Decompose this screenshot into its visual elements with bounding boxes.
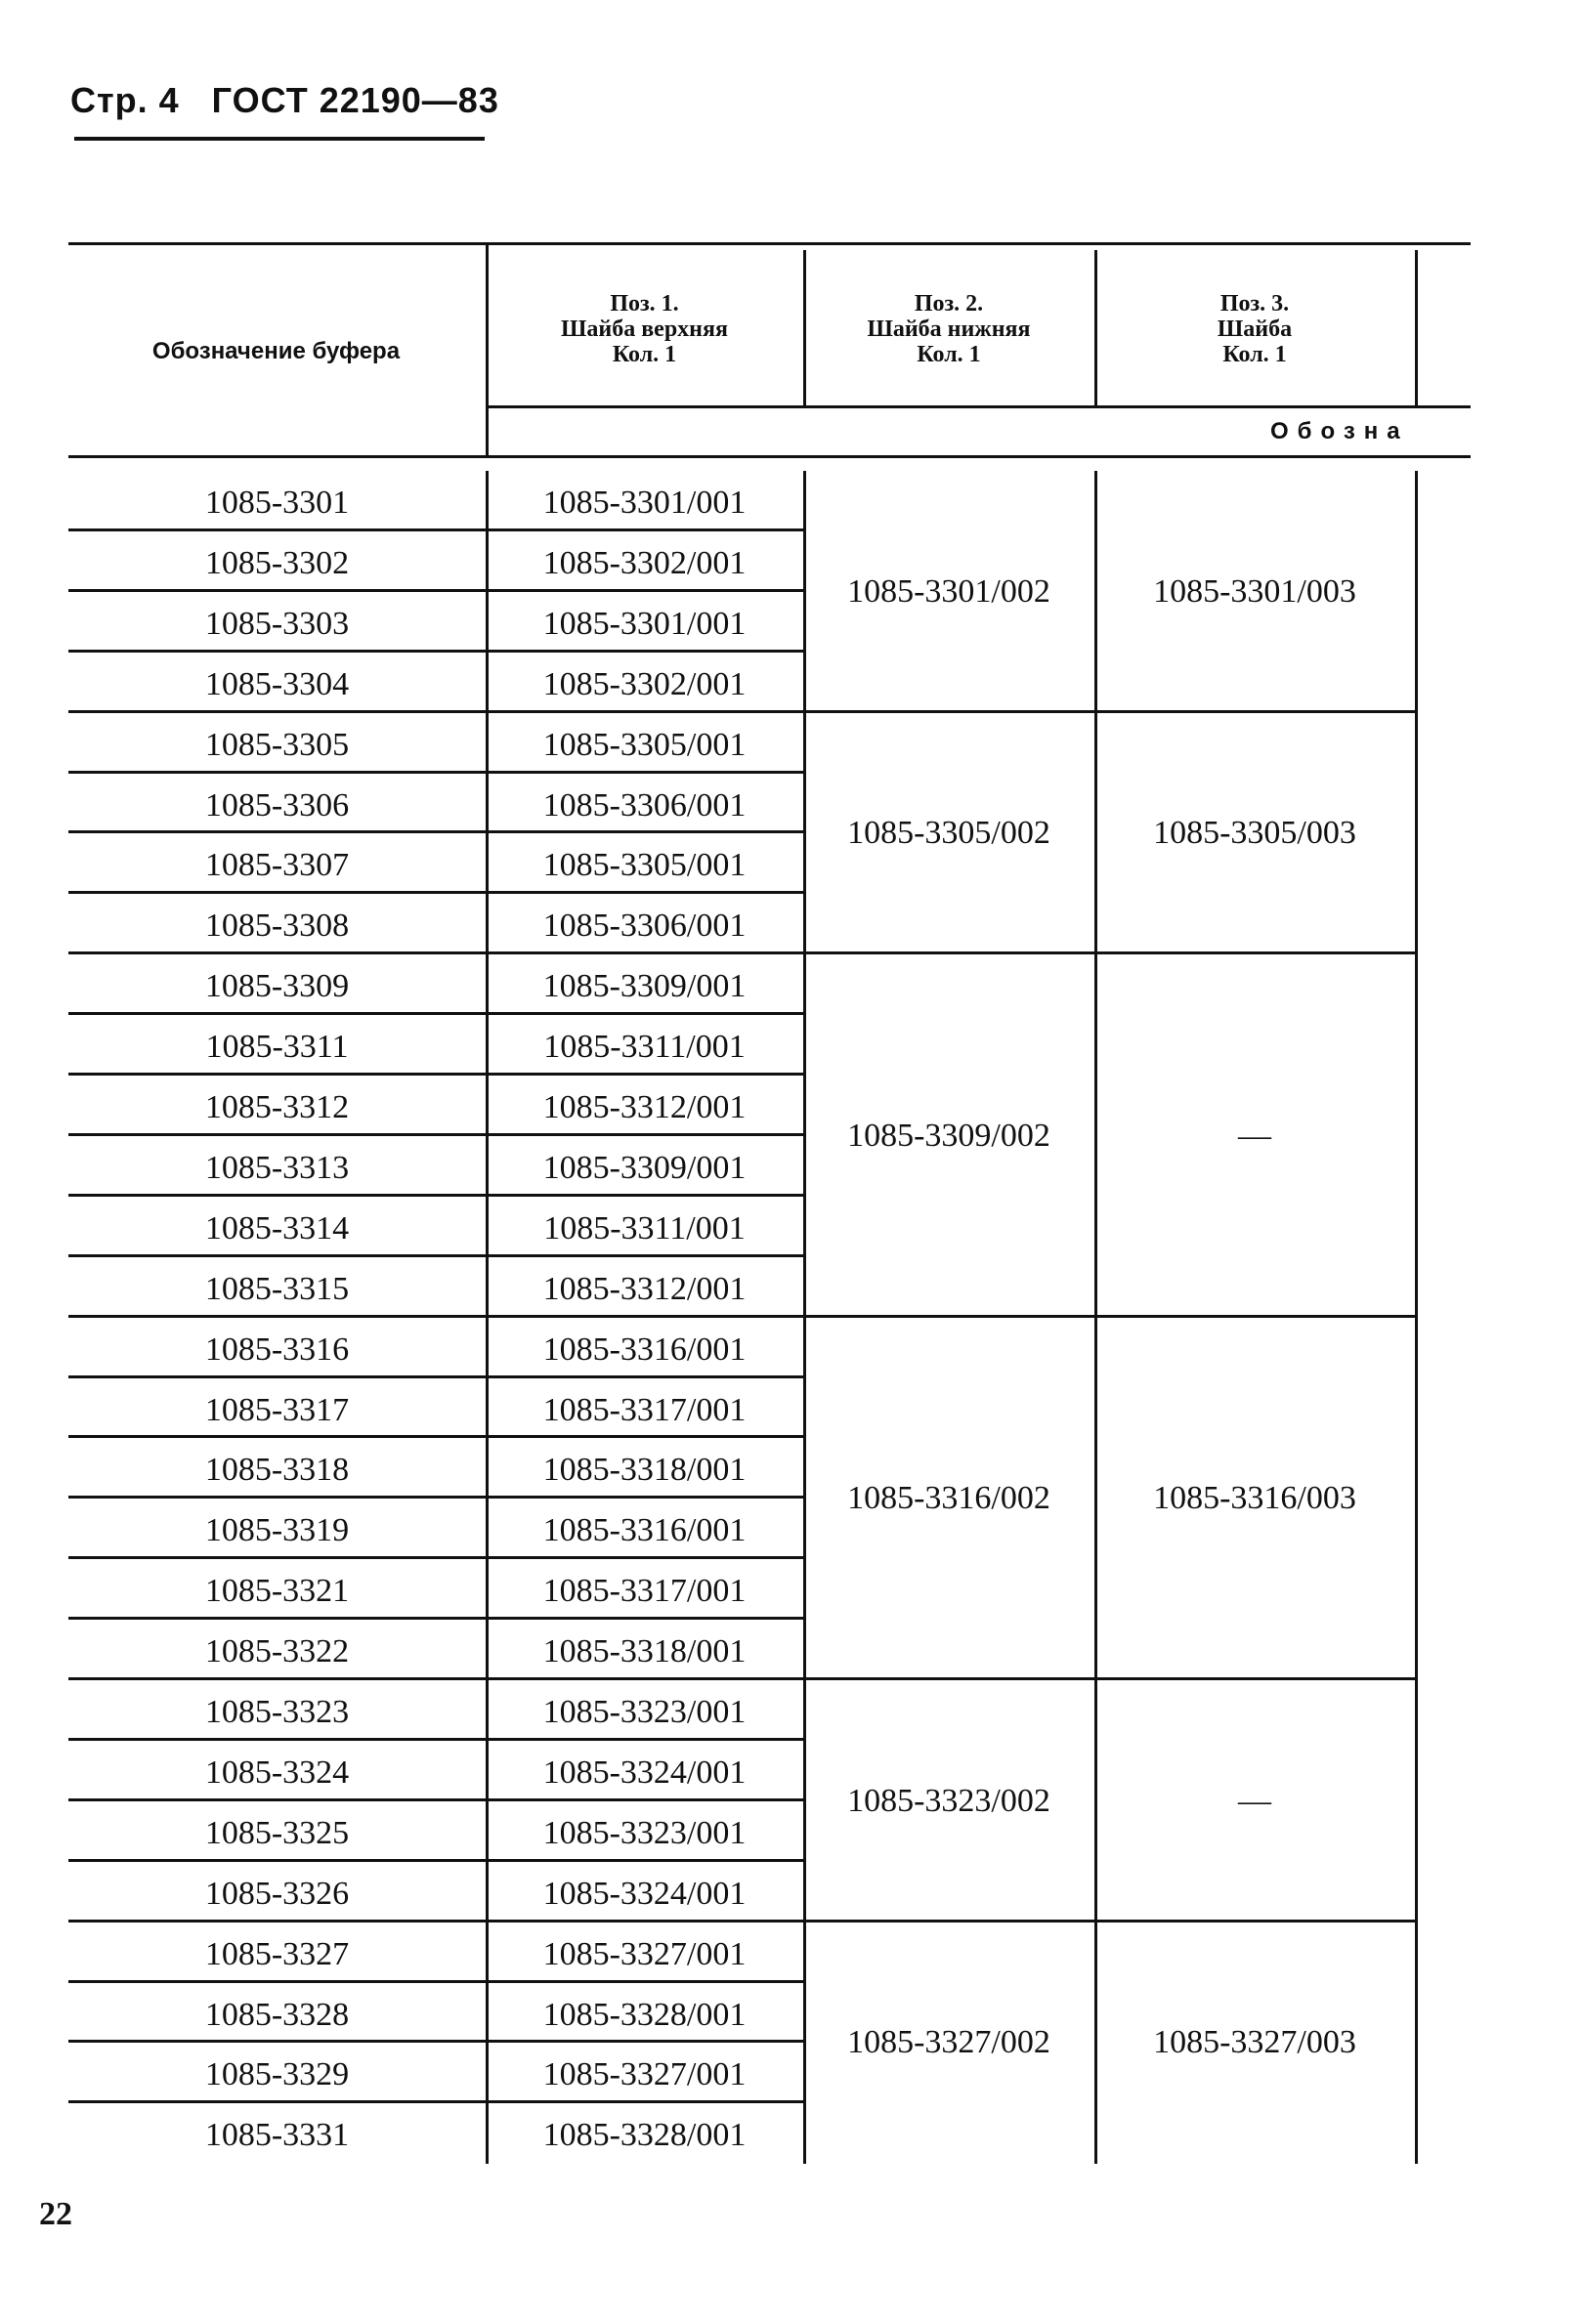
row-rule [68,891,805,894]
lower-washer-designation: 1085-3327/002 [847,2024,1050,2061]
row-rule [68,1496,805,1499]
buffer-designation: 1085-3323 [204,1694,350,1730]
buffer-designation: 1085-3327 [204,1935,350,1972]
upper-washer-designation: 1085-3318/001 [542,1633,747,1670]
column-heading-line: Кол. 1 [917,342,981,367]
lower-washer-designation: 1085-3301/002 [847,572,1050,610]
header-divider [1415,250,1418,405]
row-rule [68,2100,805,2103]
buffer-designation: 1085-3301 [204,485,350,521]
row-rule [68,951,805,954]
upper-washer-designation: 1085-3305/001 [542,726,747,763]
upper-washer-designation: 1085-3327/001 [542,2056,747,2093]
lower-washer-designation: 1085-3305/002 [847,815,1050,852]
upper-washer-designation: 1085-3323/001 [542,1694,747,1730]
column-heading-line: Поз. 1. [610,291,679,317]
standard-number: ГОСТ 22190—83 [211,80,499,120]
buffer-designation: 1085-3322 [204,1633,350,1670]
upper-washer-designation: 1085-3302/001 [542,544,747,581]
row-rule [68,650,805,653]
row-rule [68,1073,805,1076]
row-rule [68,1798,805,1801]
row-rule [68,1375,805,1378]
row-rule [68,1194,805,1197]
row-rule [68,830,805,833]
buffer-designation: 1085-3309 [204,968,350,1005]
header-rule [74,137,485,141]
buffer-designation: 1085-3306 [204,786,350,824]
buffer-designation: 1085-3316 [204,1331,350,1368]
column-heading-line: Шайба нижняя [867,317,1031,342]
upper-washer-designation: 1085-3305/001 [542,847,747,884]
row-rule [68,1012,805,1015]
row-rule [68,1556,805,1559]
buffer-designation: 1085-3312 [204,1089,350,1125]
buffer-designation: 1085-3319 [204,1512,350,1549]
header-split-rule [486,405,1471,408]
buffer-designation: 1085-3315 [204,1270,350,1307]
row-rule [68,1920,805,1923]
upper-washer-designation: 1085-3317/001 [542,1391,747,1428]
column-heading-line: Кол. 1 [1222,342,1287,367]
row-rule [68,1254,805,1257]
lower-washer-designation: 1085-3316/002 [847,1480,1050,1517]
column-heading-line: Шайба верхняя [561,317,728,342]
buffer-designation: 1085-3313 [204,1149,350,1186]
washer-designation: 1085-3327/003 [1153,2024,1356,2061]
table-top-rule [68,242,1471,245]
column-heading-line: Поз. 2. [914,291,984,317]
upper-washer-designation: 1085-3327/001 [542,1935,747,1972]
column-divider [1415,471,1418,2164]
buffer-designation: 1085-3314 [204,1209,350,1247]
column-heading-line: Кол. 1 [612,342,677,367]
row-rule [68,1133,805,1136]
buffer-designation: 1085-3321 [204,1573,350,1610]
page-header [70,80,521,121]
subheader-designation: Обозна [1270,418,1409,444]
upper-washer-designation: 1085-3324/001 [542,1754,747,1791]
row-rule [68,2040,805,2043]
buffer-designation: 1085-3302 [204,544,350,581]
upper-washer-designation: 1085-3328/001 [542,1996,747,2033]
upper-washer-designation: 1085-3311/001 [543,1029,746,1066]
buffer-designation: 1085-3328 [204,1996,350,2033]
buffer-designation: 1085-3326 [204,1875,350,1912]
buffer-designation: 1085-3307 [204,847,350,884]
row-rule [68,528,805,531]
buffer-designation: 1085-3305 [204,726,350,763]
buffer-designation: 1085-3325 [204,1814,350,1851]
buffer-designation: 1085-3329 [204,2056,350,2093]
column-heading-pos1 [486,291,803,367]
row-rule [68,1738,805,1741]
buffer-designation: 1085-3303 [204,605,350,642]
buffer-designation: 1085-3324 [204,1754,350,1791]
row-rule [68,589,805,592]
upper-washer-designation: 1085-3317/001 [542,1573,747,1610]
upper-washer-designation: 1085-3306/001 [542,908,747,945]
page-number: 22 [39,2196,72,2232]
upper-washer-designation: 1085-3312/001 [542,1270,747,1307]
column-heading-line: Шайба [1217,317,1293,342]
column-heading-line: Поз. 3. [1219,291,1290,317]
row-rule [68,1435,805,1438]
buffer-designation: 1085-3308 [204,908,350,945]
row-rule [68,1617,805,1620]
upper-washer-designation: 1085-3324/001 [542,1875,747,1912]
row-rule [68,771,805,774]
page-label: Стр. 4 [70,80,180,120]
upper-washer-designation: 1085-3323/001 [542,1814,747,1851]
lower-washer-designation: 1085-3323/002 [847,1782,1050,1819]
row-rule [68,1677,805,1680]
buffer-designation: 1085-3317 [204,1391,350,1428]
lower-washer-designation: 1085-3309/002 [847,1117,1050,1154]
row-rule [68,1980,805,1983]
washer-designation: — [1238,1782,1271,1819]
upper-washer-designation: 1085-3301/001 [542,485,747,521]
header-bottom-rule [68,455,1471,458]
buffer-designation: 1085-3331 [204,2117,350,2154]
upper-washer-designation: 1085-3301/001 [542,605,747,642]
upper-washer-designation: 1085-3309/001 [542,1149,747,1186]
upper-washer-designation: 1085-3328/001 [542,2117,747,2154]
upper-washer-designation: 1085-3311/001 [543,1209,746,1247]
buffer-designation: 1085-3311 [205,1029,349,1066]
buffer-designation: 1085-3318 [204,1452,350,1489]
column-heading-designation: Обозначение буфера [151,338,401,364]
column-heading-pos2 [803,291,1094,367]
washer-designation: — [1238,1117,1271,1154]
column-heading-pos3 [1094,291,1415,367]
upper-washer-designation: 1085-3316/001 [542,1331,747,1368]
upper-washer-designation: 1085-3306/001 [542,786,747,824]
upper-washer-designation: 1085-3318/001 [542,1452,747,1489]
upper-washer-designation: 1085-3312/001 [542,1089,747,1125]
upper-washer-designation: 1085-3302/001 [542,665,747,702]
row-rule [68,1315,805,1318]
buffer-designation: 1085-3304 [204,665,350,702]
upper-washer-designation: 1085-3309/001 [542,968,747,1005]
upper-washer-designation: 1085-3316/001 [542,1512,747,1549]
washer-designation: 1085-3316/003 [1153,1480,1356,1517]
row-rule [68,710,805,713]
washer-designation: 1085-3305/003 [1153,815,1356,852]
washer-designation: 1085-3301/003 [1153,572,1356,610]
row-rule [68,1859,805,1862]
